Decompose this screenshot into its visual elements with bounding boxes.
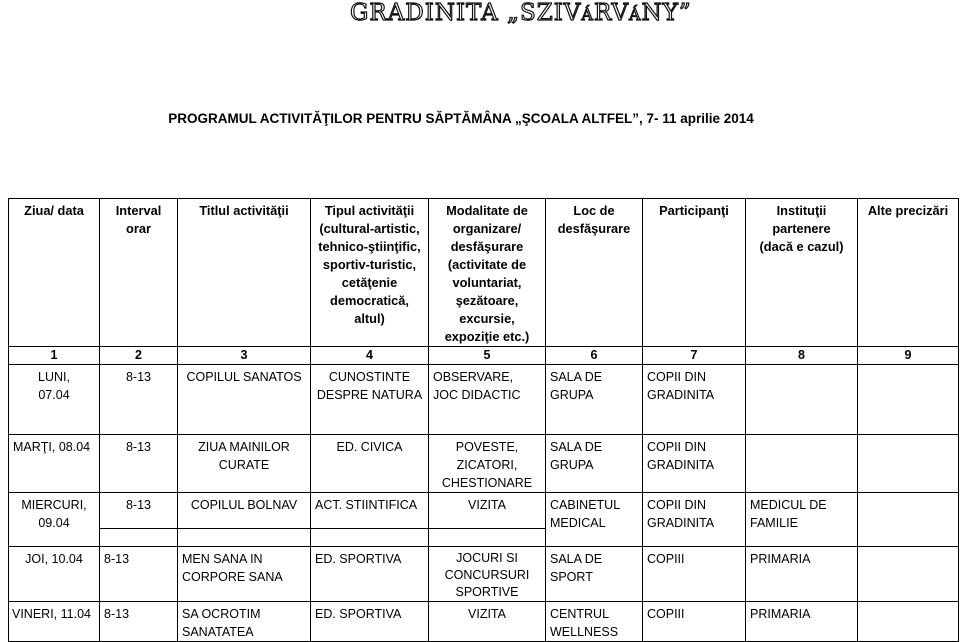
header-activity-title: Titlul activităţii: [178, 199, 311, 347]
notes-cell: [858, 365, 958, 368]
header-participants: Participanţi: [643, 199, 746, 347]
notes-cell: [858, 602, 958, 605]
column-number: 6: [546, 347, 643, 365]
organization-mode-cell: JOCURI SI CONCURSURI SPORTIVE: [444, 551, 530, 599]
column-number: 7: [643, 347, 746, 365]
day-date-cell: LUNI, 07.04: [38, 370, 70, 402]
activity-type-cell: ED. SPORTIVA: [315, 607, 402, 621]
header-activity-type: Tipul activităţii (cultural-artistic, tehnico-ştiinţific, sportiv-turistic, cetăţenie democratică, altul): [311, 199, 429, 347]
column-number: 8: [746, 347, 858, 365]
interval-cell: 8-13: [125, 440, 152, 454]
notes-cell: [858, 435, 958, 438]
participants-cell: COPIII: [647, 607, 685, 621]
header-organization-mode: Modalitate de organizare/ desfăşurare (activitate de voluntariat, şezătoare, excursie, expoziţie etc.): [429, 199, 546, 347]
partners-cell: [746, 435, 857, 438]
location-cell: CENTRUL WELLNESS: [550, 607, 619, 639]
column-number: 2: [100, 347, 178, 365]
header-partner-institutions: Instituţii partenere (dacă e cazul): [746, 199, 858, 347]
notes-cell: [858, 547, 958, 550]
day-date-cell: JOI, 10.04: [25, 552, 83, 566]
partners-cell: [746, 365, 857, 368]
table-row: [9, 493, 959, 529]
participants-cell: COPII DIN GRADINITA: [647, 440, 715, 472]
header-location: Loc de desfăşurare: [546, 199, 643, 347]
interval-cell: 8-13: [104, 607, 130, 621]
day-date-cell: VINERI, 11.04: [12, 607, 91, 621]
activity-title-cell: COPILUL BOLNAV: [190, 498, 298, 512]
activity-type-cell: ED. SPORTIVA: [315, 552, 402, 566]
table-row: [9, 547, 959, 602]
organization-mode-cell: VIZITA: [468, 498, 506, 512]
kindergarten-title: GRADINITA „SZIVáRVáNY”: [350, 0, 692, 26]
activity-title-cell: MEN SANA IN CORPORE SANA: [182, 552, 283, 584]
location-cell: SALA DE GRUPA: [550, 370, 603, 402]
activity-type-cell: ACT. STIINTIFICA: [315, 498, 418, 512]
location-cell: SALA DE GRUPA: [550, 440, 603, 472]
activity-title-cell: SA OCROTIM SANATATEA: [182, 607, 261, 639]
schedule-table: [8, 198, 959, 642]
participants-cell: COPII DIN GRADINITA: [647, 498, 715, 530]
partners-cell: PRIMARIA: [750, 607, 811, 621]
header-interval: Interval orar: [100, 199, 178, 347]
partners-cell: MEDICUL DE FAMILIE: [750, 498, 827, 530]
column-number: 5: [429, 347, 546, 365]
day-date-cell: MIERCURI, 09.04: [21, 498, 87, 530]
column-number: 1: [9, 347, 100, 365]
interval-cell: 8-13: [125, 370, 152, 384]
header-row: [9, 199, 959, 347]
table-row: [9, 365, 959, 435]
location-cell: CABINETUL MEDICAL: [550, 498, 620, 530]
column-number: 9: [858, 347, 959, 365]
partners-cell: PRIMARIA: [750, 552, 811, 566]
header-day-date: Ziua/ data: [9, 199, 100, 347]
participants-cell: COPIII: [647, 552, 685, 566]
activity-type-cell: CUNOSTINTE DESPRE NATURA: [316, 370, 423, 402]
table-row: [9, 435, 959, 493]
activity-type-cell: ED. CIVICA: [336, 440, 403, 454]
header-other-notes: Alte precizări: [858, 199, 959, 347]
column-number: 3: [178, 347, 311, 365]
location-cell: SALA DE SPORT: [550, 552, 603, 584]
program-subtitle: PROGRAMUL ACTIVITĂŢILOR PENTRU SĂPTĂMÂNA „ŞCOALA ALTFEL”, 7- 11 aprilie 2014: [168, 111, 754, 126]
interval-cell: 8-13: [104, 552, 130, 566]
organization-mode-cell: POVESTE, ZICATORI, CHESTIONARE: [441, 440, 533, 490]
column-number: 4: [311, 347, 429, 365]
notes-cell: [858, 493, 958, 496]
activity-title-cell: COPILUL SANATOS: [186, 370, 302, 384]
organization-mode-cell: OBSERVARE, JOC DIDACTIC: [433, 370, 521, 402]
participants-cell: COPII DIN GRADINITA: [647, 370, 715, 402]
activity-title-cell: ZIUA MAINILOR CURATE: [198, 440, 290, 472]
day-date-cell: MARŢI, 08.04: [13, 440, 91, 454]
organization-mode-cell: VIZITA: [468, 607, 506, 621]
interval-cell: 8-13: [125, 498, 152, 512]
column-number-row: [9, 347, 959, 365]
